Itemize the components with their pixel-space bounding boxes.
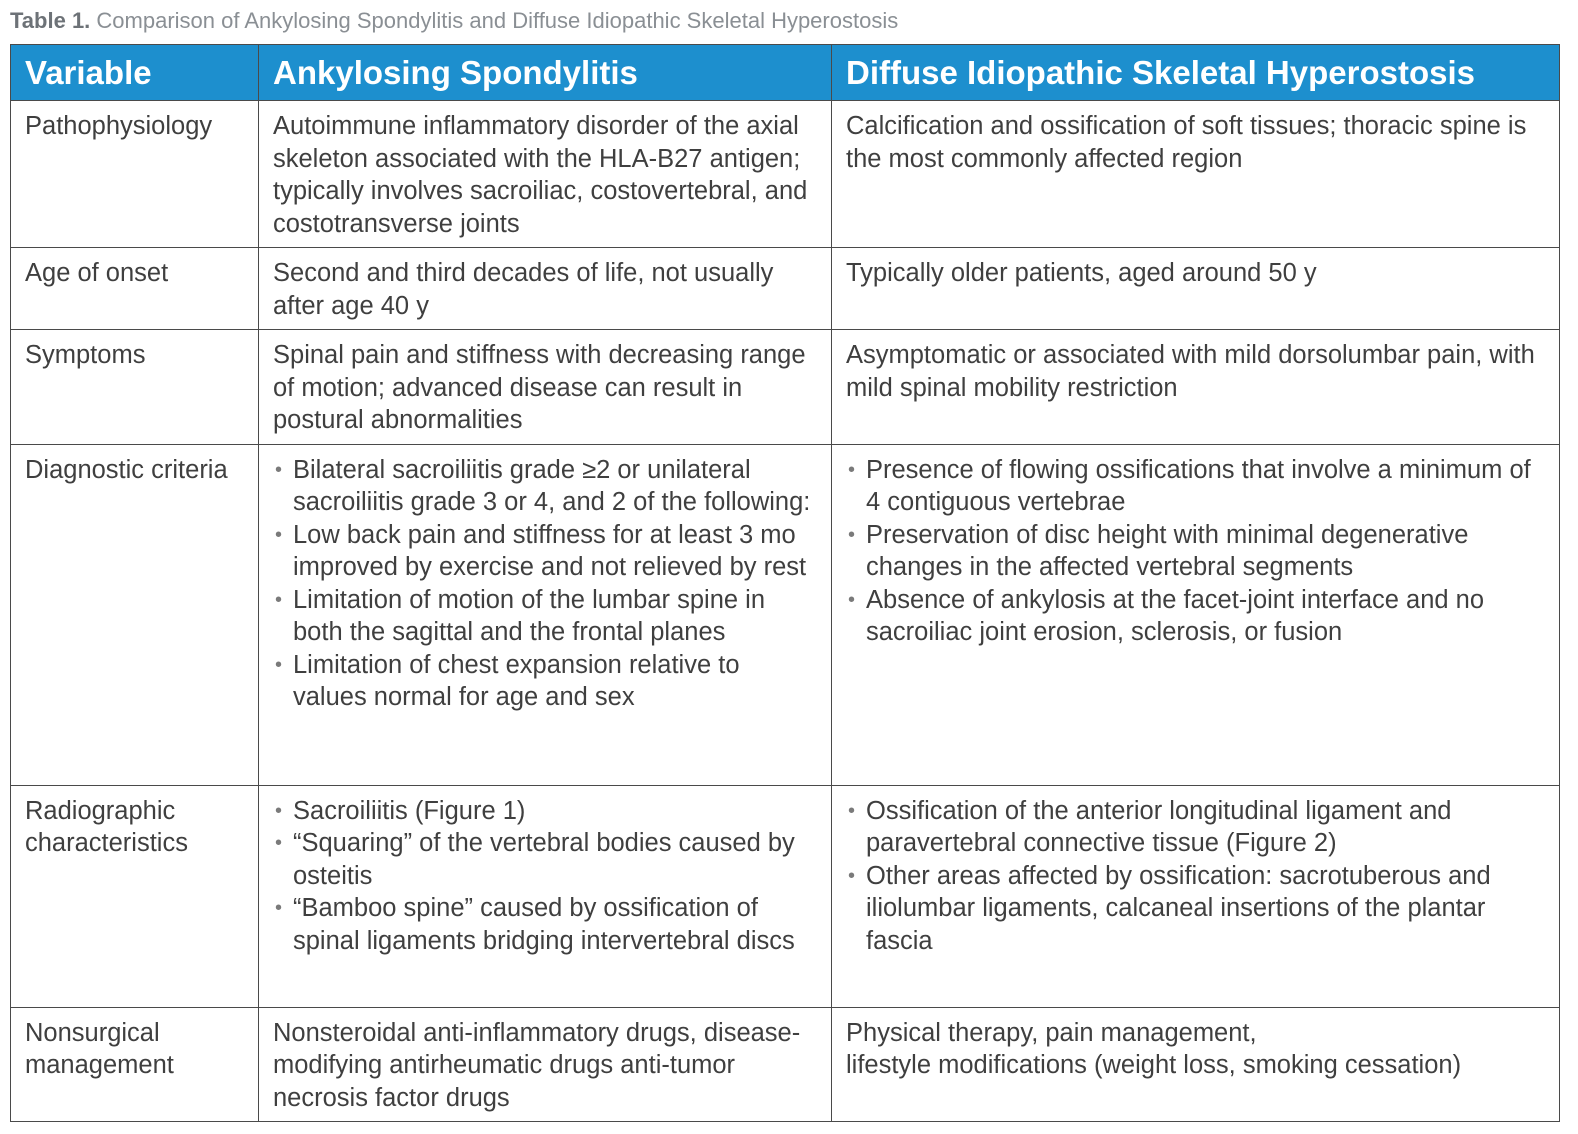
header-variable: Variable	[11, 45, 259, 101]
list-item: • Low back pain and stiffness for at least 3 mo improved by exercise and not relieved by rest	[273, 519, 817, 584]
table-row	[11, 444, 1560, 785]
list-item: • Preservation of disc height with minimal degenerative changes in the affected vertebral segments	[846, 519, 1545, 584]
list-item: • Other areas affected by ossification: sacrotuberous and iliolumbar ligaments, calcaneal insertions of the plantar fascia	[846, 860, 1545, 958]
cell-line: Physical therapy, pain management,	[846, 1018, 1257, 1047]
cell-variable: Nonsurgical management	[11, 1007, 259, 1122]
cell-variable: Symptoms	[11, 330, 259, 445]
cell-dish: Asymptomatic or associated with mild dorsolumbar pain, with mild spinal mobility restriction	[832, 330, 1560, 445]
table-caption	[10, 8, 898, 34]
cell-as: Autoimmune inflammatory disorder of the axial skeleton associated with the HLA-B27 antigen; typically involves sacroiliac, costovertebral, and costotransverse joints	[259, 101, 832, 248]
cell-dish	[832, 1007, 1560, 1122]
table-caption-text: Comparison of Ankylosing Spondylitis and Diffuse Idiopathic Skeletal Hyperostosis	[96, 8, 899, 33]
list-item: • Bilateral sacroiliitis grade ≥2 or unilateral sacroiliitis grade 3 or 4, and 2 of the following:	[273, 454, 817, 519]
comparison-table	[10, 44, 1560, 1122]
list-item: • Limitation of chest expansion relative to values normal for age and sex	[273, 649, 817, 714]
cell-dish: Calcification and ossification of soft tissues; thoracic spine is the most commonly affected region	[832, 101, 1560, 248]
bullet-list	[273, 454, 817, 714]
table-row	[11, 330, 1560, 445]
list-item: • Sacroiliitis (Figure 1)	[273, 795, 817, 828]
list-item: • Presence of flowing ossifications that involve a minimum of 4 contiguous vertebrae	[846, 454, 1545, 519]
cell-as: Spinal pain and stiffness with decreasing range of motion; advanced disease can result in postural abnormalities	[259, 330, 832, 445]
table-header-row	[11, 45, 1560, 101]
cell-as	[259, 785, 832, 1007]
table-row	[11, 785, 1560, 1007]
cell-as: Second and third decades of life, not usually after age 40 y	[259, 248, 832, 330]
cell-as	[259, 444, 832, 785]
cell-variable: Pathophysiology	[11, 101, 259, 248]
list-item: • Limitation of motion of the lumbar spine in both the sagittal and the frontal planes	[273, 584, 817, 649]
bullet-list	[846, 454, 1545, 649]
list-item: • “Squaring” of the vertebral bodies caused by osteitis	[273, 827, 817, 892]
header-dish: Diffuse Idiopathic Skeletal Hyperostosis	[832, 45, 1560, 101]
cell-dish: Typically older patients, aged around 50 y	[832, 248, 1560, 330]
cell-dish	[832, 785, 1560, 1007]
bullet-list	[273, 795, 817, 958]
cell-variable: Radiographic characteristics	[11, 785, 259, 1007]
cell-as: Nonsteroidal anti-inflammatory drugs, disease-modifying antirheumatic drugs anti-tumor necrosis factor drugs	[259, 1007, 832, 1122]
list-item: • “Bamboo spine” caused by ossification of spinal ligaments bridging intervertebral discs	[273, 892, 817, 957]
table-row	[11, 101, 1560, 248]
bullet-list	[846, 795, 1545, 958]
header-ankylosing-spondylitis: Ankylosing Spondylitis	[259, 45, 832, 101]
list-item: • Absence of ankylosis at the facet-joint interface and no sacroiliac joint erosion, sclerosis, or fusion	[846, 584, 1545, 649]
table-row	[11, 248, 1560, 330]
list-item: • Ossification of the anterior longitudinal ligament and paravertebral connective tissue (Figure 2)	[846, 795, 1545, 860]
table-row	[11, 1007, 1560, 1122]
cell-dish	[832, 444, 1560, 785]
table-caption-label: Table 1.	[10, 8, 91, 33]
cell-variable: Diagnostic criteria	[11, 444, 259, 785]
cell-variable: Age of onset	[11, 248, 259, 330]
cell-line: lifestyle modifications (weight loss, smoking cessation)	[846, 1051, 1462, 1079]
